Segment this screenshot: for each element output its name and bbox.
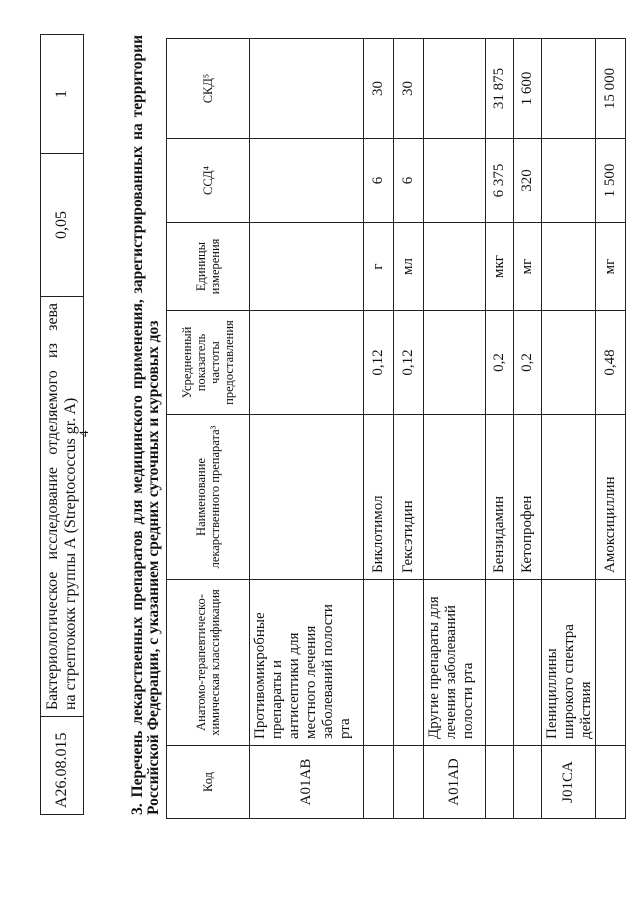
- cell-drug: Гексэтидин: [394, 415, 424, 580]
- header-atc: Анатомо-терапевтическо-химическая классификация: [167, 580, 250, 746]
- cell-code: [364, 746, 394, 819]
- header-drug-name: Наименование лекарственного препарата³: [167, 415, 250, 580]
- cell-frequency: 0,12: [394, 311, 424, 415]
- table-row: [394, 39, 424, 819]
- table-row: [364, 39, 394, 819]
- header-units: Единицы измерения: [167, 223, 250, 311]
- cell-ssd: [250, 139, 364, 223]
- page-number: 4: [76, 430, 91, 437]
- header-code: Код: [167, 746, 250, 819]
- cell-drug: [424, 415, 486, 580]
- service-description: [41, 297, 84, 717]
- cell-skd: [424, 39, 486, 139]
- cell-ssd: 6: [394, 139, 424, 223]
- cell-ssd: 1 500: [596, 139, 626, 223]
- cell-drug: Бензидамин: [486, 415, 514, 580]
- cell-frequency: 0,2: [486, 311, 514, 415]
- cell-ssd: [424, 139, 486, 223]
- cell-drug: Кетопрофен: [514, 415, 542, 580]
- cell-unit: мл: [394, 223, 424, 311]
- cell-unit: мг: [514, 223, 542, 311]
- cell-frequency: [250, 311, 364, 415]
- cell-ssd: 6: [364, 139, 394, 223]
- cell-code: A01AB: [250, 746, 364, 819]
- service-frequency: 0,05: [41, 154, 84, 297]
- cell-ssd: 6 375: [486, 139, 514, 223]
- table-row: [41, 35, 84, 815]
- table-row: [596, 39, 626, 819]
- cell-unit: мкг: [486, 223, 514, 311]
- cell-frequency: 0,48: [596, 311, 626, 415]
- cell-code: [486, 746, 514, 819]
- cell-skd: [250, 39, 364, 139]
- cell-unit: [542, 223, 596, 311]
- header-ssd: ССД⁴: [167, 139, 250, 223]
- cell-unit: [424, 223, 486, 311]
- cell-frequency: 0,12: [364, 311, 394, 415]
- service-table: [40, 34, 84, 815]
- cell-skd: 1 600: [514, 39, 542, 139]
- header-skd: СКД⁵: [167, 39, 250, 139]
- header-frequency: Усредненный показатель частоты предоставления: [167, 311, 250, 415]
- table-row: [250, 39, 364, 819]
- cell-unit: г: [364, 223, 394, 311]
- cell-code: [514, 746, 542, 819]
- service-multiplicity: 1: [41, 35, 84, 154]
- cell-ssd: [542, 139, 596, 223]
- service-description-line2: на стрептококк группы А (Streptococcus gr. A): [62, 397, 79, 710]
- section-heading-line1: 3. Перечень лекарственных препаратов для медицинского применения, зарегистрированных на территории: [129, 35, 146, 815]
- cell-atc: [514, 580, 542, 746]
- cell-drug: [542, 415, 596, 580]
- service-description-line1: Бактериологическое исследование отделяемого из зева: [44, 303, 61, 710]
- cell-code: [596, 746, 626, 819]
- cell-frequency: 0,2: [514, 311, 542, 415]
- cell-drug: Амоксициллин: [596, 415, 626, 580]
- cell-frequency: [424, 311, 486, 415]
- table-row: [514, 39, 542, 819]
- cell-skd: 31 875: [486, 39, 514, 139]
- cell-skd: [542, 39, 596, 139]
- table-row: [424, 39, 486, 819]
- drug-table: [166, 38, 626, 819]
- cell-unit: мг: [596, 223, 626, 311]
- cell-skd: 30: [364, 39, 394, 139]
- cell-skd: 15 000: [596, 39, 626, 139]
- service-code: A26.08.015: [41, 717, 84, 815]
- cell-atc: Пенициллины широкого спектра действия: [542, 580, 596, 746]
- cell-ssd: 320: [514, 139, 542, 223]
- cell-atc: Другие препараты для лечения заболеваний полости рта: [424, 580, 486, 746]
- cell-frequency: [542, 311, 596, 415]
- cell-code: A01AD: [424, 746, 486, 819]
- cell-atc: [364, 580, 394, 746]
- section-heading: [130, 35, 162, 815]
- cell-atc: [486, 580, 514, 746]
- cell-drug: Биклотимол: [364, 415, 394, 580]
- cell-unit: [250, 223, 364, 311]
- cell-code: [394, 746, 424, 819]
- section-heading-line2: Российской Федерации, с указанием средних суточных и курсовых доз: [145, 320, 162, 815]
- cell-atc: [596, 580, 626, 746]
- cell-skd: 30: [394, 39, 424, 139]
- cell-code: J01CA: [542, 746, 596, 819]
- cell-atc: Противомикробные препараты и антисептики для местного лечения заболеваний полости рта: [250, 580, 364, 746]
- cell-drug: [250, 415, 364, 580]
- table-row: [542, 39, 596, 819]
- table-header-row: [167, 39, 250, 819]
- table-row: [486, 39, 514, 819]
- cell-atc: [394, 580, 424, 746]
